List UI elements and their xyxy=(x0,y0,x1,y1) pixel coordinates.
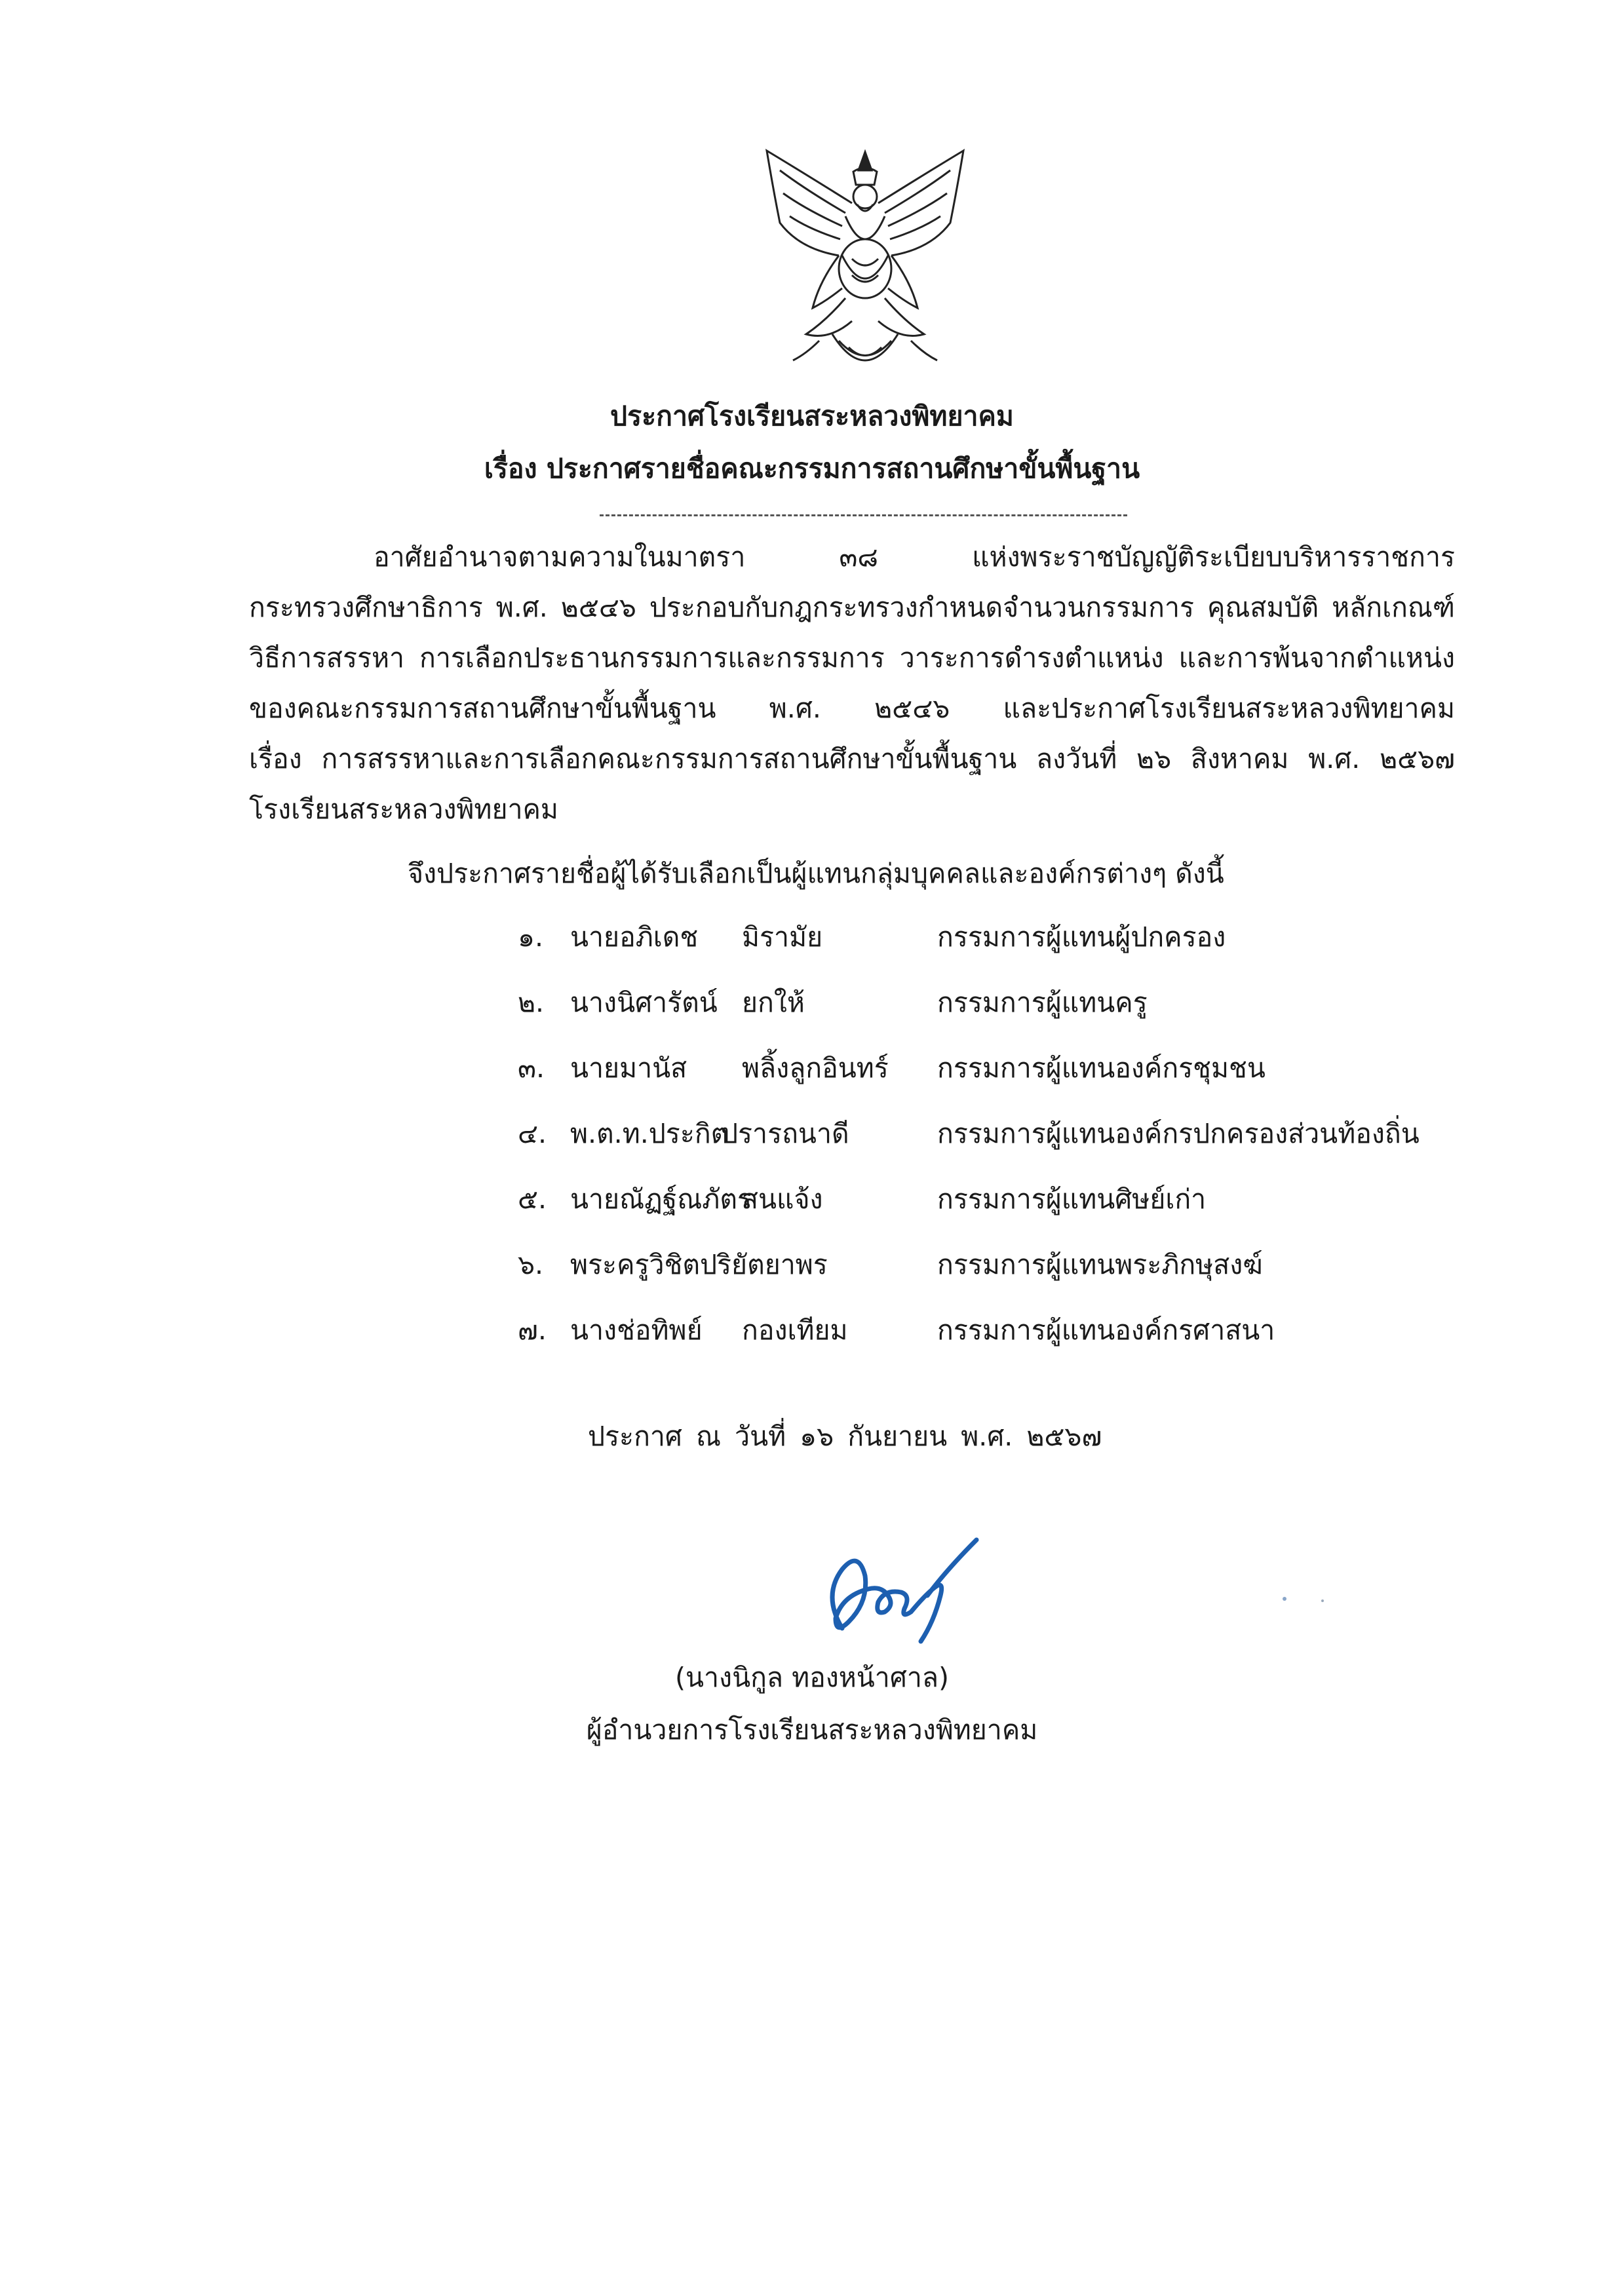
member-role: กรรมการผู้แทนองค์กรศาสนา xyxy=(937,1314,1275,1346)
list-item xyxy=(518,1048,1501,1114)
member-number: ๕. xyxy=(518,1183,547,1215)
body-line: กระทรวงศึกษาธิการ พ.ศ. ๒๕๔๖ ประกอบกับกฎกระทรวงกำหนดจำนวนกรรมการ คุณสมบัติ หลักเกณฑ์ xyxy=(249,592,1455,623)
member-number: ๗. xyxy=(518,1314,547,1346)
member-last-name: ปรารถนาดี xyxy=(721,1118,849,1149)
member-first-name: นายอภิเดช xyxy=(570,921,699,953)
body-line: วิธีการสรรหา การเลือกประธานกรรมการและกรรมการ วาระการดำรงตำแหน่ง และการพ้นจากตำแหน่ง xyxy=(249,642,1455,674)
body-paragraph xyxy=(249,532,1455,835)
member-role: กรรมการผู้แทนครู xyxy=(937,987,1148,1018)
member-number: ๒. xyxy=(518,987,545,1018)
member-first-name: นางช่อทิพย์ xyxy=(570,1314,703,1346)
member-role: กรรมการผู้แทนผู้ปกครอง xyxy=(937,921,1226,953)
member-number: ๖. xyxy=(518,1249,544,1280)
body-line: อาศัยอำนาจตามความในมาตรา ๓๘ แห่งพระราชบัญญัติระเบียบบริหารราชการ xyxy=(374,541,1455,573)
member-first-name: นางนิศารัตน์ xyxy=(570,987,718,1018)
member-last-name: พลิ้งลูกอินทร์ xyxy=(742,1052,889,1084)
body-line: เรื่อง การสรรหาและการเลือกคณะกรรมการสถานศึกษาขั้นพื้นฐาน ลงวันที่ ๒๖ สิงหาคม พ.ศ. ๒๕๖๗ xyxy=(249,743,1455,775)
member-role: กรรมการผู้แทนพระภิกษุสงฆ์ xyxy=(937,1249,1263,1280)
intro-text: จึงประกาศรายชื่อผู้ได้รับเลือกเป็นผู้แทนกลุ่มบุคคลและองค์กรต่างๆ ดังนี้ xyxy=(408,858,1224,889)
member-number: ๓. xyxy=(518,1052,545,1084)
body-line: โรงเรียนสระหลวงพิทยาคม xyxy=(249,794,558,825)
divider-dashed xyxy=(600,514,1127,516)
list-item xyxy=(518,1179,1501,1245)
list-item xyxy=(518,1311,1501,1376)
scan-speck-icon xyxy=(1278,1592,1330,1605)
signature-icon xyxy=(796,1530,986,1645)
member-role: กรรมการผู้แทนองค์กรชุมชน xyxy=(937,1052,1266,1084)
signer-name: (นางนิกูล ทองหน้าศาล) xyxy=(675,1662,949,1693)
member-number: ๔. xyxy=(518,1118,547,1149)
member-first-name: พระครูวิชิตปริยัตยาพร xyxy=(570,1249,828,1280)
list-item xyxy=(518,1114,1501,1179)
member-last-name: ยกให้ xyxy=(742,987,805,1018)
member-list xyxy=(518,917,1501,1376)
member-last-name: สนแจ้ง xyxy=(742,1183,823,1215)
member-last-name: มิรามัย xyxy=(742,921,823,953)
body-line: ของคณะกรรมการสถานศึกษาขั้นพื้นฐาน พ.ศ. ๒๕๔๖ และประกาศโรงเรียนสระหลวงพิทยาคม xyxy=(249,693,1455,724)
member-role: กรรมการผู้แทนองค์กรปกครองส่วนท้องถิ่น xyxy=(937,1118,1420,1149)
garuda-emblem-icon xyxy=(754,144,976,387)
member-first-name: นายณัฏฐ์ณภัตร xyxy=(570,1183,752,1215)
member-number: ๑. xyxy=(518,921,544,953)
document-subject: เรื่อง ประกาศรายชื่อคณะกรรมการสถานศึกษาขั้นพื้นฐาน xyxy=(484,453,1140,484)
announcement-date: ประกาศ ณ วันที่ ๑๖ กันยายน พ.ศ. ๒๕๖๗ xyxy=(588,1421,1102,1452)
member-first-name: พ.ต.ท.ประกิต xyxy=(570,1118,729,1149)
member-last-name: กองเทียม xyxy=(742,1314,848,1346)
member-role: กรรมการผู้แทนศิษย์เก่า xyxy=(937,1183,1207,1215)
document-title: ประกาศโรงเรียนสระหลวงพิทยาคม xyxy=(610,400,1014,432)
list-item xyxy=(518,917,1501,983)
signer-title: ผู้อำนวยการโรงเรียนสระหลวงพิทยาคม xyxy=(586,1714,1038,1746)
list-item xyxy=(518,983,1501,1048)
list-item xyxy=(518,1245,1501,1311)
member-first-name: นายมานัส xyxy=(570,1052,687,1084)
